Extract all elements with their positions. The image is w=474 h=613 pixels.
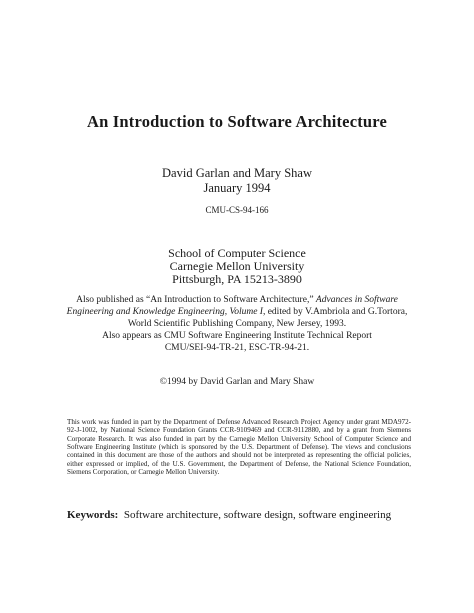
- authors: David Garlan and Mary Shaw: [162, 166, 312, 180]
- sei-line-2: CMU/SEI-94-TR-21, ESC-TR-94-21.: [164, 343, 310, 353]
- publication-prefix: Also published as “An Introduction to Software Architecture,”: [76, 295, 316, 305]
- paper-title: An Introduction to Software Architecture: [86, 112, 388, 131]
- funding-acknowledgement: This work was funded in part by the Department of Defense Advanced Research Project Agency under grant MDA972-92-J-1002, by National Science Foundation Grants CCR-9109469 and CCR-9112880, and by a grant from Siemens Corporate Research. It was also funded in part by the Carnegie Mellon University School of Computer Science and Software Engineering Institute (which is sponsored by the U.S. Department of Defense). The views and conclusions contained in this document are those of the authors and should not be interpreted as representing the official policies, either expressed or implied, of the U.S. Government, the Department of Defense, the National Science Foundation, Siemens Corporation, or Carnegie Mellon University.: [67, 418, 411, 477]
- copyright-notice: ©1994 by David Garlan and Mary Shaw: [159, 377, 315, 387]
- school-name: School of Computer Science: [168, 246, 306, 260]
- publication-suffix: , edited by V.Ambriola and G.Tortora, World Scientific Publishing Company, New Jersey, 1993.: [127, 307, 408, 329]
- author-block: [0, 166, 474, 196]
- publication-series: Advances in Software Engineering and Knowledge Engineering, Volume I: [66, 295, 398, 317]
- publication-note: [60, 294, 414, 330]
- address: Pittsburgh, PA 15213-3890: [172, 272, 302, 286]
- publication-date: January 1994: [203, 181, 271, 195]
- keywords-value: Software architecture, software design, software engineering: [123, 509, 392, 521]
- keywords: [67, 509, 427, 521]
- sei-report-note: [0, 330, 474, 354]
- report-number: CMU-CS-94-166: [205, 205, 269, 215]
- university-name: Carnegie Mellon University: [169, 259, 305, 273]
- affiliation: [0, 247, 474, 286]
- keywords-label: Keywords:: [67, 509, 119, 521]
- sei-line-1: Also appears as CMU Software Engineering Institute Technical Report: [102, 331, 372, 341]
